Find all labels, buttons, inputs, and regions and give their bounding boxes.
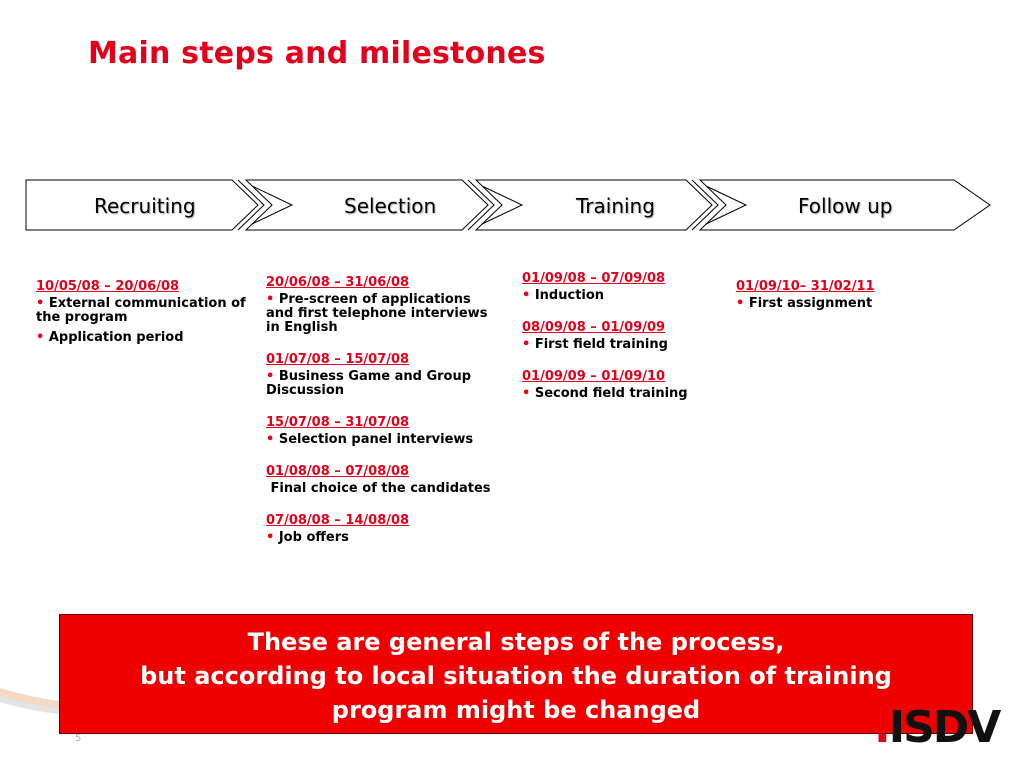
milestone-item: • Second field training	[522, 386, 688, 401]
phase-label-follow-up: Follow up	[798, 194, 893, 218]
phase-label-training: Training	[576, 194, 655, 218]
company-logo: .ISDV	[874, 702, 1000, 753]
milestone-item: • First assignment	[736, 296, 873, 311]
notice-line-1: These are general steps of the process,	[247, 628, 785, 656]
milestone-item: • Induction	[522, 288, 605, 303]
notice-line-3: program might be changed	[331, 696, 701, 724]
notice-line-2: but according to local situation the duration of training	[140, 662, 892, 690]
milestone-item: • Pre-screen of applications and first telephone interviews in English	[266, 292, 488, 335]
recruiting-milestones	[36, 280, 251, 345]
milestone-item: • Job offers	[266, 530, 349, 545]
training-milestones	[522, 272, 722, 401]
milestone-date: 01/09/09 – 01/09/10	[522, 369, 666, 384]
milestone-date: 01/07/08 – 15/07/08	[266, 352, 410, 367]
selection-milestones	[266, 276, 494, 545]
phase-label-recruiting: Recruiting	[94, 194, 196, 218]
milestone-date: 07/08/08 – 14/08/08	[266, 513, 410, 528]
milestone-item: • Business Game and Group Discussion	[266, 369, 472, 398]
notice-box	[59, 614, 973, 734]
slide-number: 5	[75, 733, 82, 744]
milestone-date: 01/09/10– 31/02/11	[736, 279, 875, 294]
milestone-item: • External communication of the program	[36, 296, 246, 325]
milestone-date: 01/09/08 – 07/09/08	[522, 271, 666, 286]
milestone-item: • First field training	[522, 337, 668, 352]
milestone-date: 08/09/08 – 01/09/09	[522, 320, 666, 335]
milestone-item: Final choice of the candidates	[270, 481, 491, 496]
milestone-date: 20/06/08 – 31/06/08	[266, 275, 410, 290]
phase-label-selection: Selection	[344, 194, 437, 218]
milestone-item: • Application period	[36, 330, 184, 345]
milestone-date: 01/08/08 – 07/08/08	[266, 464, 410, 479]
milestone-item: • Selection panel interviews	[266, 432, 474, 447]
milestone-date: 15/07/08 – 31/07/08	[266, 415, 410, 430]
follow-up-milestones	[736, 280, 946, 311]
page-title: Main steps and milestones	[88, 36, 546, 71]
milestone-date: 10/05/08 – 20/06/08	[36, 279, 180, 294]
